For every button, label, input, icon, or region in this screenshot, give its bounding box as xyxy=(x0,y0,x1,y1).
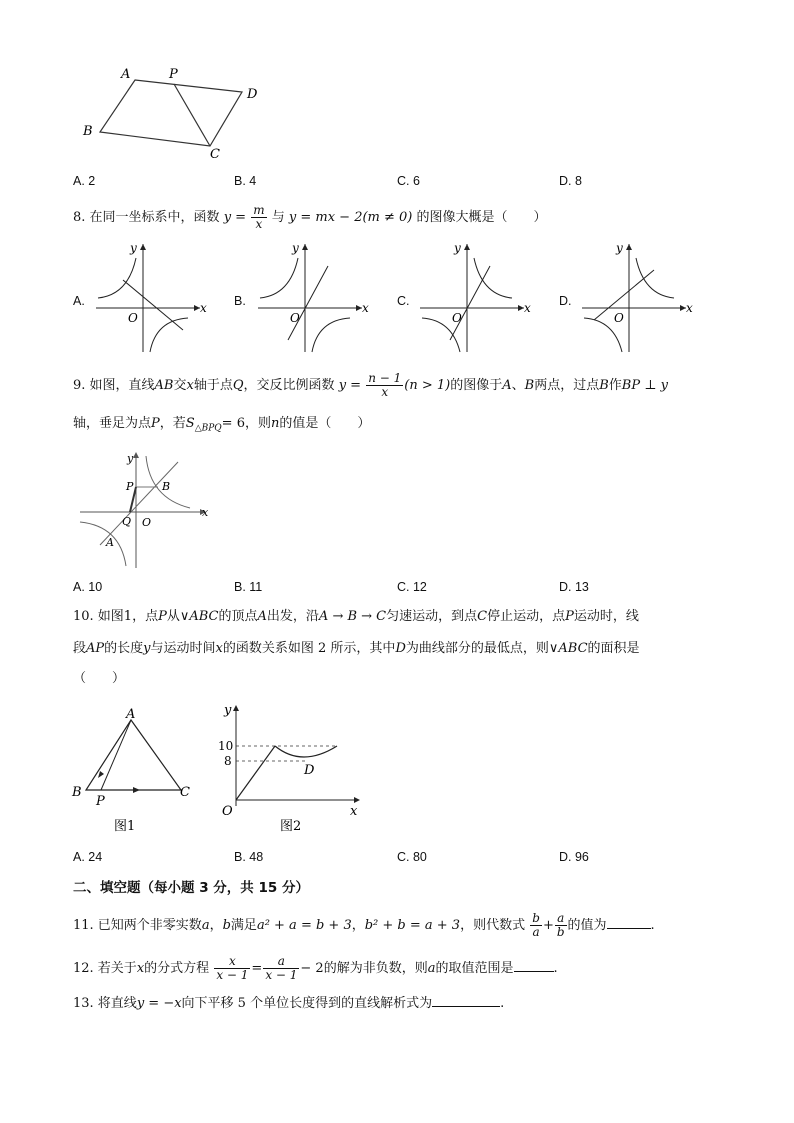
q10-figure2-graph xyxy=(212,700,372,835)
q8-option-d-graph[interactable] xyxy=(574,240,694,355)
svg-text:O: O xyxy=(128,311,138,325)
q13-stem: 13. 将直线y = −x向下平移 5 个单位长度得到的直线解析式为 . xyxy=(73,996,505,1011)
svg-text:x: x xyxy=(200,301,207,315)
q12-stem: 12. 若关于x的分式方程 $\frac{x}{x - 1}$ = $\frac{a}{x - 1}$ − 2的解为非负数，则a的取值范围是 . xyxy=(73,954,558,982)
q9-stem-line1: 9. 如图，直线AB交x轴于点Q，交反比例函数 y = $\frac{n - 1}{x}$ (n > 1)的图像于A、B两点，过点B作BP ⊥ y xyxy=(73,371,668,399)
q8-option-d-label[interactable]: D. xyxy=(559,294,572,308)
q12-answer-blank[interactable] xyxy=(514,959,554,972)
svg-text:y: y xyxy=(127,452,134,465)
svg-text:10: 10 xyxy=(218,739,234,753)
svg-text:A: A xyxy=(126,707,136,722)
svg-text:O: O xyxy=(222,804,233,819)
svg-text:A: A xyxy=(106,536,114,549)
q13-answer-blank[interactable] xyxy=(432,994,500,1007)
q9-option-c[interactable]: C. 12 xyxy=(397,580,427,594)
svg-text:C: C xyxy=(180,785,190,800)
q7-option-b[interactable]: B. 4 xyxy=(234,174,257,188)
svg-text:图1: 图1 xyxy=(114,819,136,834)
svg-text:Q: Q xyxy=(122,515,132,528)
q7-option-d[interactable]: D. 8 xyxy=(559,174,582,188)
q9-figure xyxy=(78,450,218,570)
svg-text:y: y xyxy=(454,241,461,255)
svg-text:x: x xyxy=(202,506,209,519)
svg-text:B: B xyxy=(162,480,171,493)
q9-option-b[interactable]: B. 11 xyxy=(234,580,263,594)
svg-text:x: x xyxy=(524,301,531,315)
svg-text:O: O xyxy=(452,311,462,325)
q8-option-b-graph[interactable] xyxy=(250,240,370,355)
svg-text:y: y xyxy=(616,241,623,255)
svg-text:P: P xyxy=(96,794,105,809)
q10-stem-line1: 10. 如图1，点P从∨ABC的顶点A出发，沿A → B → C匀速运动，到点C停止运动，点P运动时，线 xyxy=(73,609,639,624)
svg-text:y: y xyxy=(292,241,299,255)
q9-option-d[interactable]: D. 13 xyxy=(559,580,589,594)
svg-text:O: O xyxy=(614,311,624,325)
svg-text:P: P xyxy=(126,480,134,493)
svg-text:x: x xyxy=(686,301,693,315)
svg-text:x: x xyxy=(362,301,369,315)
svg-text:x: x xyxy=(350,804,358,819)
q8-option-a-label[interactable]: A. xyxy=(73,294,85,308)
q11-stem: 11. 已知两个非零实数a，b满足a² + a = b + 3，b² + b = a + 3，则代数式 $\frac{b}{a}$ + $\frac{a}{b}$ 的值为 . xyxy=(73,911,655,939)
svg-text:D: D xyxy=(304,763,315,778)
label-B: B xyxy=(83,124,93,139)
svg-text:8: 8 xyxy=(224,754,232,768)
q7-parallelogram-figure xyxy=(75,62,275,162)
q7-option-a[interactable]: A. 2 xyxy=(73,174,96,188)
q7-option-c[interactable]: C. 6 xyxy=(397,174,420,188)
q9-stem-line2: 轴，垂足为点P，若$S_{\triangle BPQ}= 6$，则n的值是（ ） xyxy=(73,416,371,434)
q8-option-a-graph[interactable] xyxy=(88,240,208,355)
q10-option-c[interactable]: C. 80 xyxy=(397,850,427,864)
q10-figure1-triangle xyxy=(68,706,203,836)
svg-text:y: y xyxy=(130,241,137,255)
label-D: D xyxy=(247,87,258,102)
label-A: A xyxy=(121,67,131,82)
q8-stem: 8. 在同一坐标系中，函数 y = $\frac{m}{x}$ 与 y = mx − 2(m ≠ 0) 的图像大概是（ ） xyxy=(73,203,547,231)
q10-option-b[interactable]: B. 48 xyxy=(234,850,264,864)
svg-text:y: y xyxy=(224,703,232,718)
label-P: P xyxy=(169,67,178,82)
q9-option-a[interactable]: A. 10 xyxy=(73,580,103,594)
svg-text:B: B xyxy=(72,785,82,800)
q10-option-a[interactable]: A. 24 xyxy=(73,850,103,864)
q10-option-d[interactable]: D. 96 xyxy=(559,850,589,864)
q8-option-b-label[interactable]: B. xyxy=(234,294,246,308)
q8-option-c-label[interactable]: C. xyxy=(397,294,410,308)
svg-text:图2: 图2 xyxy=(280,819,302,834)
section2-title: 二、填空题（每小题 3 分，共 15 分） xyxy=(73,880,309,896)
q10-stem-line3: （ ） xyxy=(73,671,126,686)
svg-text:O: O xyxy=(142,516,152,529)
q8-option-c-graph[interactable] xyxy=(412,240,532,355)
q11-answer-blank[interactable] xyxy=(607,916,651,929)
label-C: C xyxy=(210,147,220,162)
q10-stem-line2: 段AP的长度y与运动时间x的函数关系如图 2 所示，其中D为曲线部分的最低点，则∨ABC的面积是 xyxy=(73,641,640,656)
svg-text:O: O xyxy=(290,311,300,325)
